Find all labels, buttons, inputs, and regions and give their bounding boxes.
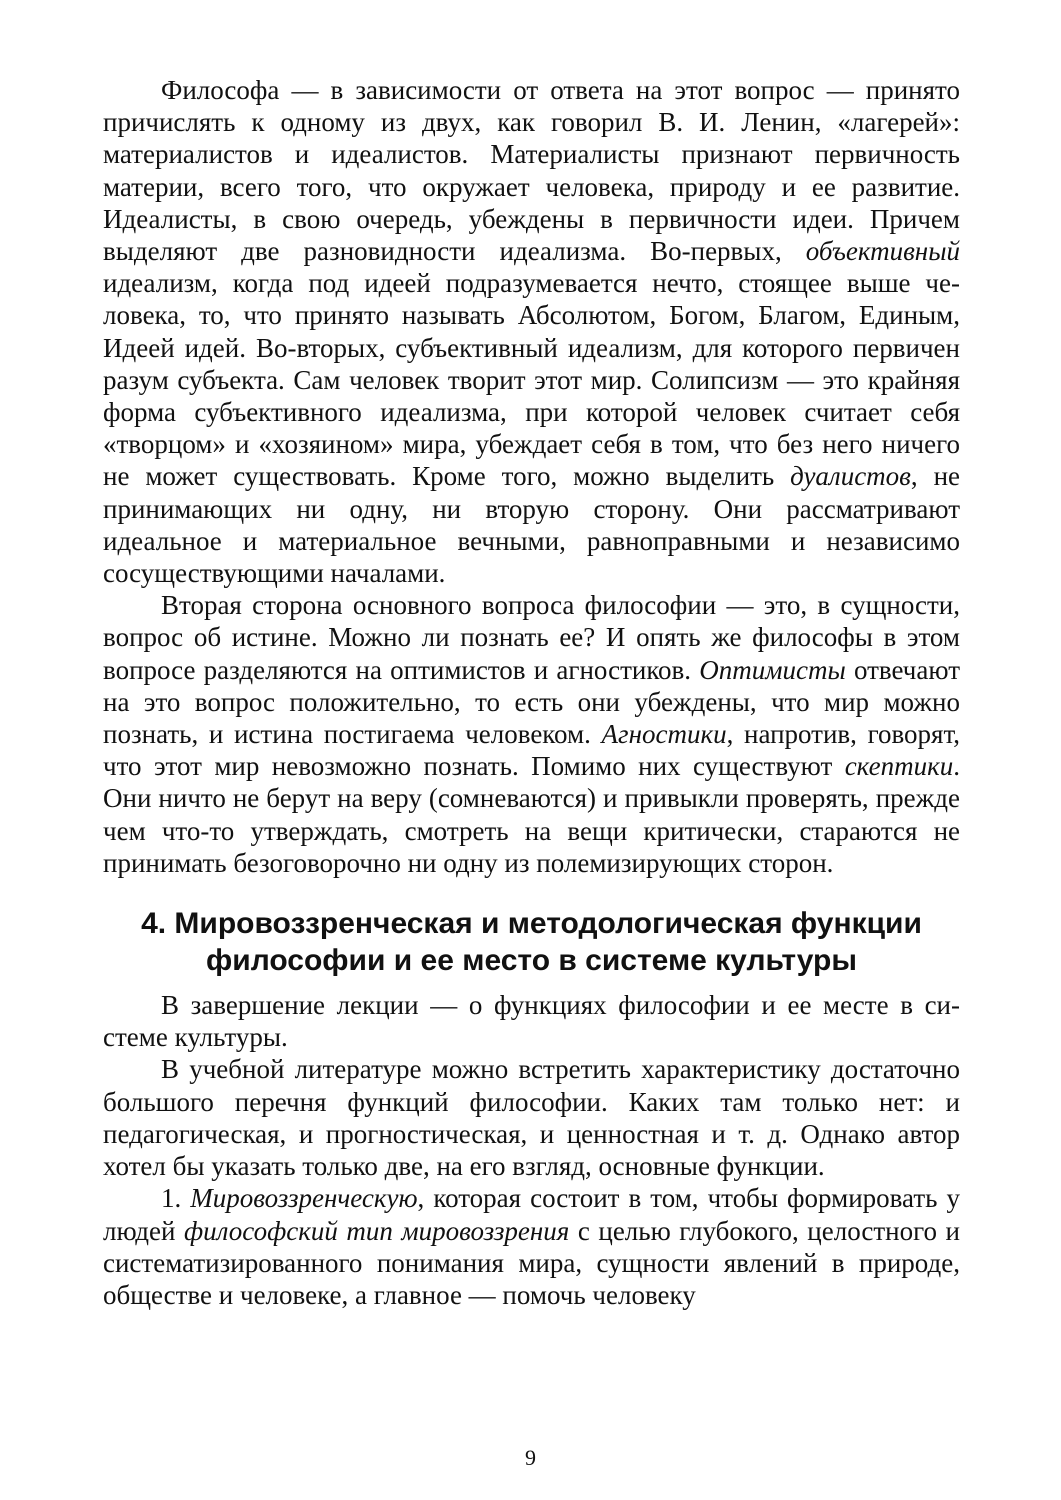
italic-term-philosophical-type: философский тип мировоззрения [183,1215,570,1246]
italic-term-objective: объективный [805,236,960,267]
italic-term-worldview: Мировоззренческую [190,1183,418,1214]
paragraph-text: , не принимающих ни одну, ни вторую сторону. Они рассматривают идеальное и материальное вечными, равноправными и независимо сосуществующими началами. [103,461,961,589]
paragraph-truth-question [103,589,960,879]
italic-term-optimists: Оптимисты [699,654,846,685]
page-content [103,74,960,1311]
paragraph-text: идеализм, когда под идеей подразумевается нечто, стоящее выше человека, то, что принято называть Абсолютом, Богом, Благом, Единым, Идеей идей. Во-вторых, субъективный идеализм, для которого первичен разум субъекта. Сам человек творит этот мир. Солипсизм — это крайняя форма субъективного идеализма, при которой человек считает себя «творцом» и «хозяином» мира, убеждает себя в том, что без него ничего не может существовать. Кроме того, можно выделить [103,268,960,492]
paragraph-worldview-function [103,1182,960,1311]
paragraph-text: 1. [161,1183,191,1214]
paragraph-functions-list: В учебной литературе можно встретить характеристику достаточно большого перечня функций философии. Каких там только нет: и педагогическая, и прогностическая, и ценностная и т. д. Однако автор хотел бы указать только две, на его взгляд, основные функции. [103,1054,960,1182]
italic-term-skeptics: скептики [844,751,954,782]
italic-term-dualists: дуалистов [790,461,911,492]
paragraph-text: , напротив, говорят, что этот мир невозможно познать. Помимо них существуют [103,719,960,782]
paragraph-text: , которая состоит в том, чтобы формировать у людей [103,1183,960,1246]
paragraph-text: Философа — в зависимости от ответа на этот вопрос — принято причислять к одному из двух, как говорил В. И. Ленин, «лагерей»: материалистов и идеалистов. Материалисты признают первичность материи, всего того, что окружает человека, природу и ее развитие. Идеалисты, в свою очередь, убеждены в первичности идеи. Причем выделяют две разновидности идеализма. Во-первых, [103,75,960,267]
paragraph-text: Вторая сторона основного вопроса философии — это, в сущности, вопрос об истине. Можно ли познать ее? И опять же философы в этом вопросе разделяются на оптимистов и агностиков. [103,590,960,685]
paragraph-text: с целью глубокого, целостного и систематизированного понимания мира, сущности явлений в природе, обществе и человеке, а главное — помочь человеку [103,1215,960,1310]
paragraph-lecture-conclusion: В завершение лекции — о функциях философии и ее месте в системе культуры. [103,990,960,1053]
page-number: 9 [525,1445,536,1470]
paragraph-text: отвечают на это вопрос положительно, то есть они убеждены, что мир можно познать, и истина постигаема человеком. [103,654,960,750]
section-heading-line-2: философии и ее место в системе культуры [206,944,857,978]
italic-term-agnostics: Агностики [601,719,727,750]
paragraph-materialists-idealists [103,74,960,589]
section-heading-line-1: 4. Мировоззренческая и методологическая функции [141,907,922,941]
section-heading [103,905,960,979]
paragraph-text: . Они ничто не берут на веру (сомневаются) и привыкли проверять, прежде чем что-то утверждать, смотреть на вещи критически, стараются не принимать безоговорочно ни одну из полемизирующих сторон. [103,751,960,878]
